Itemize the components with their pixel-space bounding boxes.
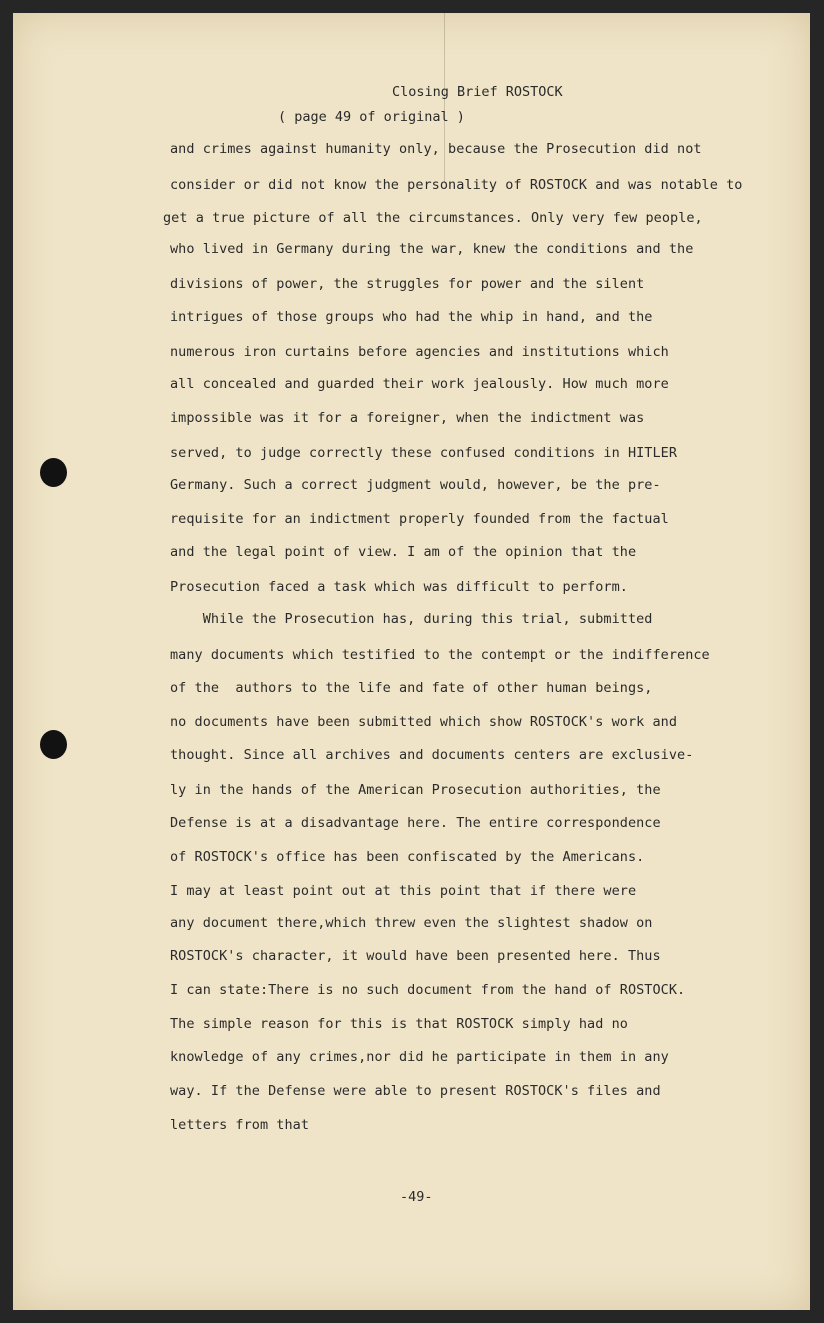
text-line: get a true picture of all the circumstances. Only very few people, xyxy=(163,210,703,226)
text-line: thought. Since all archives and documents centers are exclusive- xyxy=(170,747,694,763)
text-line: way. If the Defense were able to present ROSTOCK's files and xyxy=(170,1083,661,1099)
text-line: and the legal point of view. I am of the opinion that the xyxy=(170,544,637,560)
text-line: Prosecution faced a task which was difficult to perform. xyxy=(170,579,628,595)
text-line: requisite for an indictment properly founded from the factual xyxy=(170,511,669,527)
text-line: letters from that xyxy=(170,1117,310,1133)
text-line: of the authors to the life and fate of other human beings, xyxy=(170,680,653,696)
text-line: I may at least point out at this point that if there were xyxy=(170,883,637,899)
text-line: I can state:There is no such document from the hand of ROSTOCK. xyxy=(170,982,686,998)
text-line: divisions of power, the struggles for power and the silent xyxy=(170,276,645,292)
text-line: numerous iron curtains before agencies and institutions which xyxy=(170,344,669,360)
text-line: any document there,which threw even the slightest shadow on xyxy=(170,915,653,931)
text-line: While the Prosecution has, during this trial, submitted xyxy=(170,611,653,627)
text-line: The simple reason for this is that ROSTOCK simply had no xyxy=(170,1016,628,1032)
document-title: Closing Brief ROSTOCK xyxy=(392,84,563,100)
text-line: and crimes against humanity only, because the Prosecution did not xyxy=(170,141,702,157)
text-line: many documents which testified to the contempt or the indifference xyxy=(170,647,710,663)
text-line: no documents have been submitted which show ROSTOCK's work and xyxy=(170,714,678,730)
text-line: consider or did not know the personality of ROSTOCK and was notable to xyxy=(170,177,743,193)
text-line: ROSTOCK's character, it would have been presented here. Thus xyxy=(170,948,661,964)
text-line: Defense is at a disadvantage here. The entire correspondence xyxy=(170,815,661,831)
page-number: -49- xyxy=(400,1189,433,1205)
text-line: who lived in Germany during the war, knew the conditions and the xyxy=(170,241,694,257)
text-line: ly in the hands of the American Prosecution authorities, the xyxy=(170,782,661,798)
text-line: intrigues of those groups who had the whip in hand, and the xyxy=(170,309,653,325)
text-line: served, to judge correctly these confused conditions in HITLER xyxy=(170,445,678,461)
text-line: of ROSTOCK's office has been confiscated by the Americans. xyxy=(170,849,645,865)
text-line: all concealed and guarded their work jealously. How much more xyxy=(170,376,669,392)
text-line: Germany. Such a correct judgment would, however, be the pre- xyxy=(170,477,661,493)
text-line: knowledge of any crimes,nor did he participate in them in any xyxy=(170,1049,669,1065)
document-subtitle: ( page 49 of original ) xyxy=(278,109,465,125)
text-line: impossible was it for a foreigner, when the indictment was xyxy=(170,410,645,426)
